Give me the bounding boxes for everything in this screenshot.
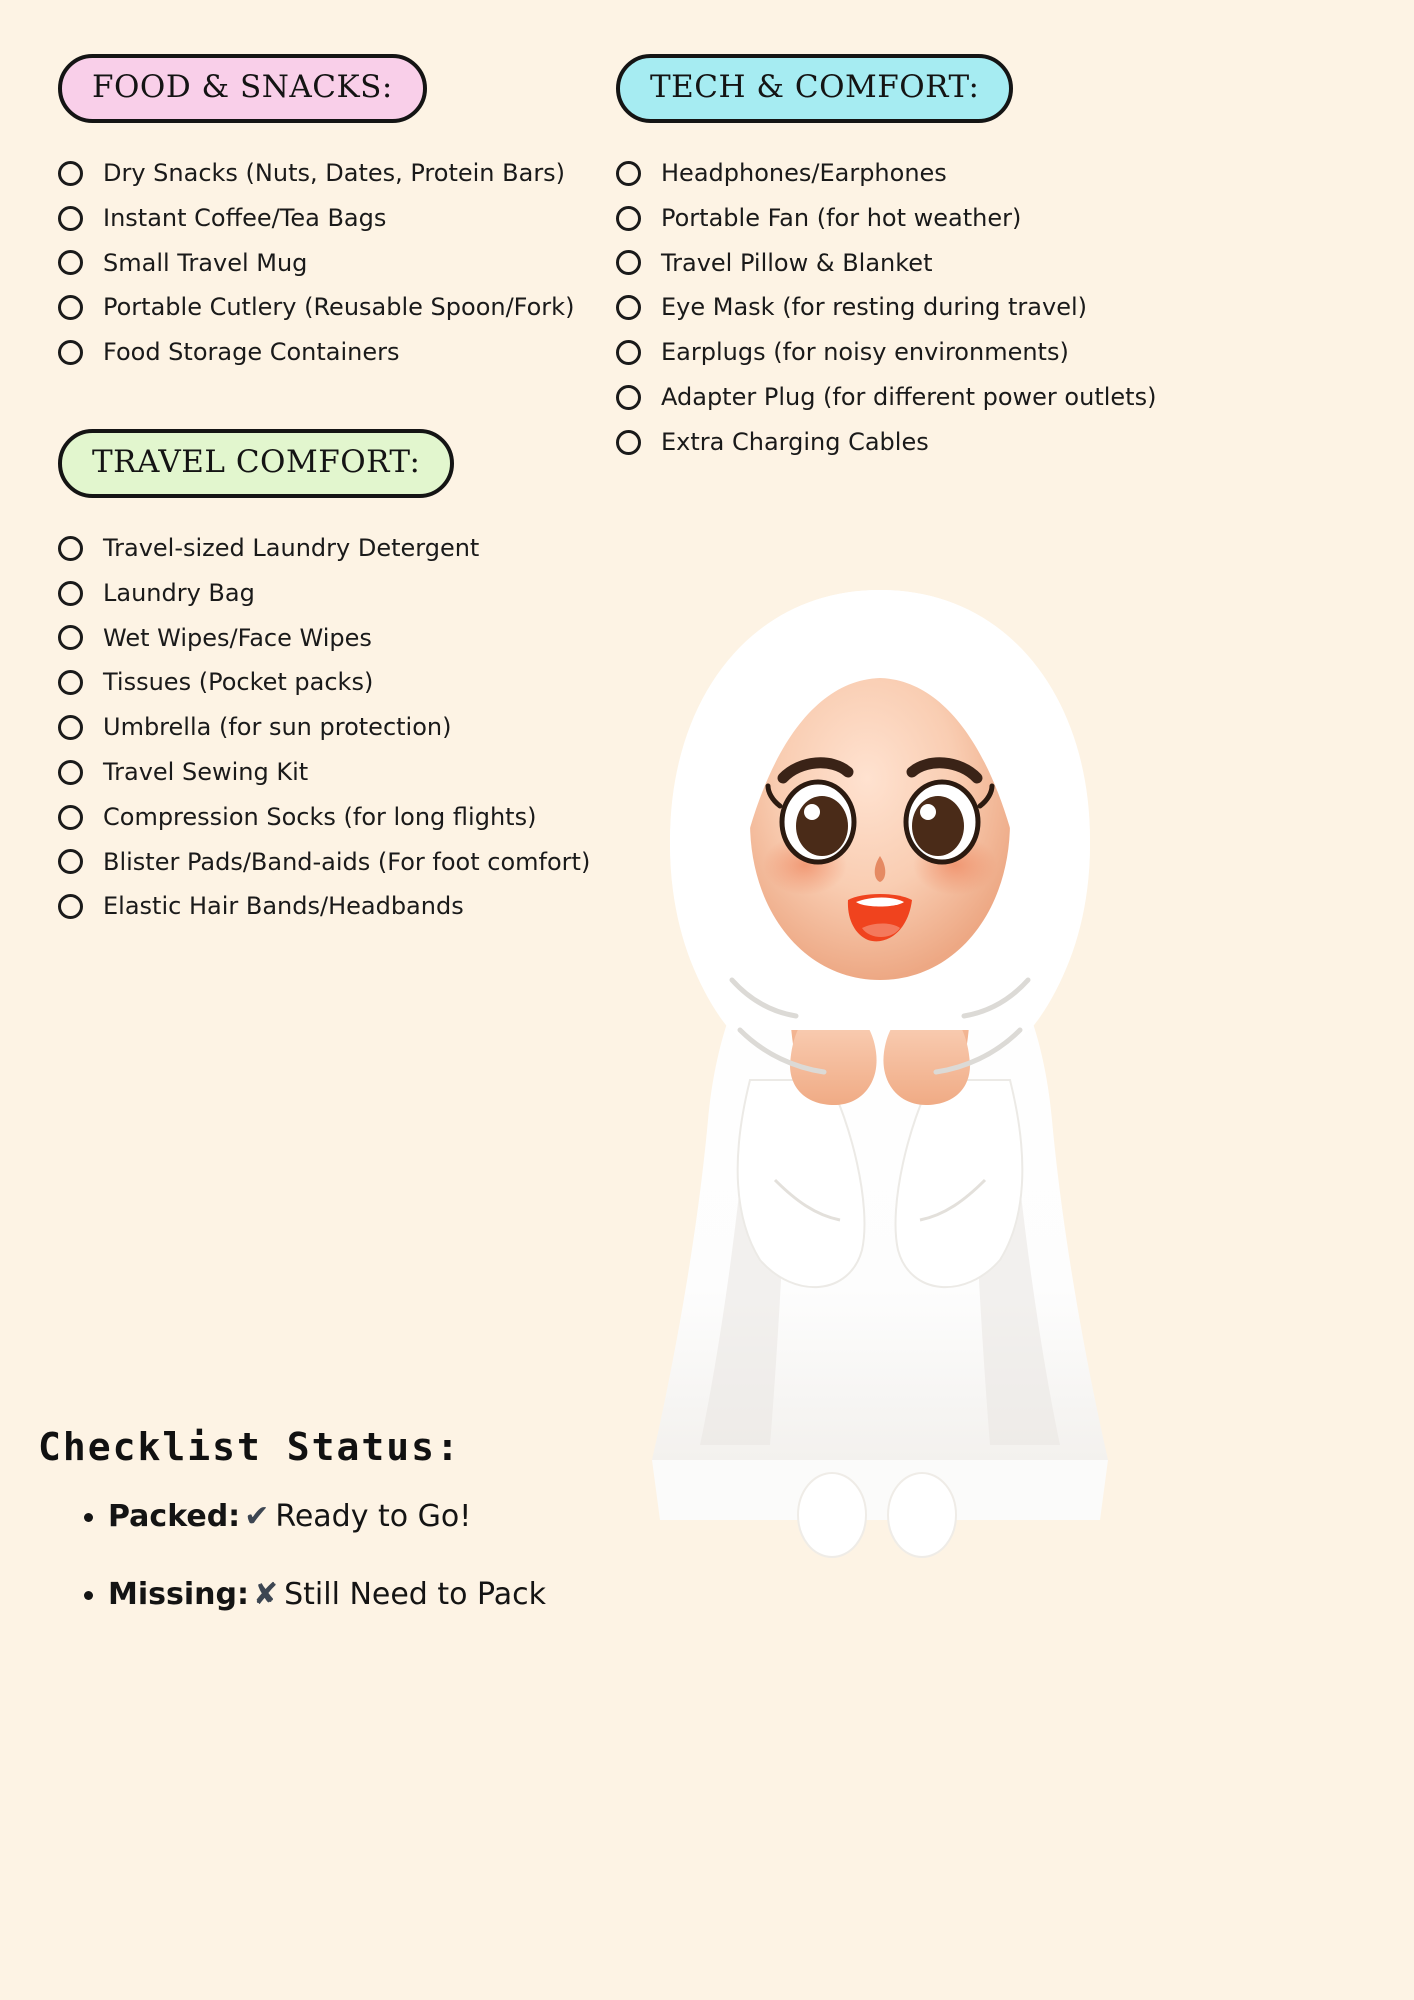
list-item-label: Instant Coffee/Tea Bags — [103, 203, 387, 232]
list-item-label: Small Travel Mug — [103, 248, 308, 277]
list-item[interactable] — [58, 848, 658, 877]
checkbox-icon[interactable] — [58, 161, 83, 186]
section-header-food-snacks: FOOD & SNACKS: — [58, 54, 427, 123]
list-item-label: Compression Socks (for long flights) — [103, 802, 537, 831]
list-item[interactable] — [58, 713, 658, 742]
list-item-label: Travel-sized Laundry Detergent — [103, 533, 480, 562]
list-item-label: Blister Pads/Band-aids (For foot comfort) — [103, 847, 591, 876]
status-label: Missing: — [108, 1577, 249, 1612]
checkbox-icon[interactable] — [616, 206, 641, 231]
list-item[interactable] — [616, 338, 1256, 367]
checkbox-icon[interactable] — [58, 670, 83, 695]
list-item-label: Umbrella (for sun protection) — [103, 713, 452, 742]
list-item[interactable] — [58, 159, 658, 188]
list-item[interactable] — [616, 249, 1256, 278]
section-header-travel-comfort: TRAVEL COMFORT: — [58, 429, 454, 498]
status-legend-item-missing — [108, 1577, 678, 1613]
checklist-status-heading: Checklist Status: — [38, 1425, 461, 1469]
checkbox-icon[interactable] — [58, 849, 83, 874]
checkbox-icon[interactable] — [616, 161, 641, 186]
list-item-label: Portable Cutlery (Reusable Spoon/Fork) — [103, 293, 575, 322]
checklist-status-block — [38, 1425, 678, 1655]
list-item[interactable] — [58, 803, 658, 832]
status-text: Ready to Go! — [275, 1499, 472, 1534]
list-item-label: Laundry Bag — [103, 578, 255, 607]
checkbox-icon[interactable] — [58, 894, 83, 919]
list-item[interactable] — [58, 892, 658, 921]
list-item[interactable] — [58, 204, 658, 233]
list-item-label: Travel Sewing Kit — [103, 757, 309, 786]
list-item-label: Food Storage Containers — [103, 338, 400, 367]
section-travel-comfort — [58, 429, 658, 921]
list-item[interactable] — [616, 204, 1256, 233]
status-label: Packed: — [108, 1499, 241, 1534]
checkbox-icon[interactable] — [58, 206, 83, 231]
section-food-snacks — [58, 54, 658, 367]
status-text: Still Need to Pack — [284, 1577, 547, 1612]
list-item-label: Earplugs (for noisy environments) — [661, 338, 1069, 367]
status-legend-item-packed — [108, 1499, 678, 1535]
list-item-label: Travel Pillow & Blanket — [661, 248, 933, 277]
list-item[interactable] — [616, 428, 1256, 457]
checklist-food-snacks — [58, 159, 658, 367]
checkbox-icon[interactable] — [616, 430, 641, 455]
list-item[interactable] — [58, 293, 658, 322]
muslim-girl-praying-illustration — [600, 560, 1160, 1560]
list-item-label: Elastic Hair Bands/Headbands — [103, 892, 464, 921]
list-item[interactable] — [616, 383, 1256, 412]
checkbox-icon[interactable] — [616, 340, 641, 365]
list-item[interactable] — [58, 624, 658, 653]
list-item[interactable] — [58, 534, 658, 563]
list-item[interactable] — [58, 668, 658, 697]
list-item[interactable] — [616, 293, 1256, 322]
checklist-travel-comfort — [58, 534, 658, 921]
checklist-tech-comfort — [616, 159, 1256, 457]
list-item[interactable] — [616, 159, 1256, 188]
list-item[interactable] — [58, 758, 658, 787]
checkbox-icon[interactable] — [616, 385, 641, 410]
checkbox-icon[interactable] — [58, 250, 83, 275]
cross-mark-icon: ✘ — [252, 1577, 279, 1612]
list-item-label: Headphones/Earphones — [661, 159, 947, 187]
checkbox-icon[interactable] — [58, 536, 83, 561]
list-item-label: Eye Mask (for resting during travel) — [661, 293, 1087, 322]
list-item-label: Extra Charging Cables — [661, 427, 929, 456]
checkbox-icon[interactable] — [58, 581, 83, 606]
checkbox-icon[interactable] — [58, 760, 83, 785]
check-mark-icon: ✔ — [244, 1499, 270, 1534]
checkbox-icon[interactable] — [616, 295, 641, 320]
list-item-label: Tissues (Pocket packs) — [103, 668, 374, 697]
list-item-label: Adapter Plug (for different power outlets) — [661, 382, 1157, 411]
list-item[interactable] — [58, 338, 658, 367]
checkbox-icon[interactable] — [58, 625, 83, 650]
checkbox-icon[interactable] — [58, 715, 83, 740]
list-item-label: Dry Snacks (Nuts, Dates, Protein Bars) — [103, 159, 566, 187]
checkbox-icon[interactable] — [58, 805, 83, 830]
status-legend-list — [38, 1499, 678, 1613]
list-item[interactable] — [58, 249, 658, 278]
section-tech-comfort — [616, 54, 1256, 457]
left-column — [58, 54, 658, 937]
right-column — [616, 54, 1256, 473]
checkbox-icon[interactable] — [616, 250, 641, 275]
list-item-label: Wet Wipes/Face Wipes — [103, 623, 372, 652]
list-item[interactable] — [58, 579, 658, 608]
list-item-label: Portable Fan (for hot weather) — [661, 203, 1022, 232]
checkbox-icon[interactable] — [58, 295, 83, 320]
checkbox-icon[interactable] — [58, 340, 83, 365]
section-header-tech-comfort: TECH & COMFORT: — [616, 54, 1013, 123]
